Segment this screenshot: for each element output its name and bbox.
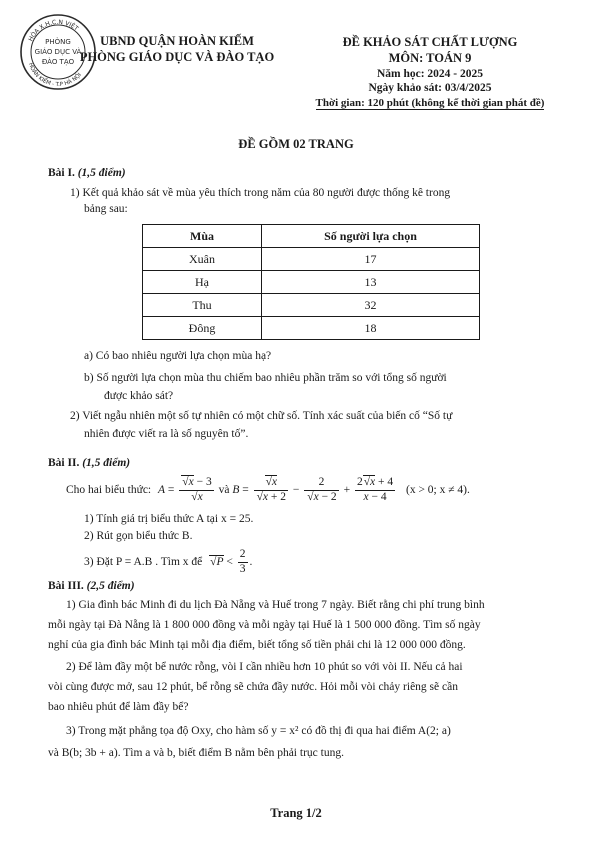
exam-subject: MÔN: TOÁN 9 <box>388 51 472 66</box>
bai1-label: Bài I. <box>48 167 75 179</box>
authority-line-2: PHÒNG GIÁO DỤC VÀ ĐÀO TẠO <box>79 49 275 64</box>
table-cell-season: Hạ <box>143 271 262 294</box>
table-cell-count: 18 <box>262 317 480 340</box>
svg-text:HÒA X.H.C.N VIỆT: HÒA X.H.C.N VIỆT <box>27 18 80 43</box>
bai1-q2-line2: nhiên được viết ra là số nguyên tố”. <box>84 428 249 440</box>
table-cell-season: Đông <box>143 317 262 340</box>
table-row <box>143 294 480 317</box>
bai3-heading <box>48 579 538 595</box>
bai3-p2-line3: bao nhiêu phút để làm đầy bể? <box>48 701 189 713</box>
table-header-season: Mùa <box>143 225 262 248</box>
page-count-title: ĐỀ GỒM 02 TRANG <box>238 137 354 151</box>
table-cell-count: 13 <box>262 271 480 294</box>
table-cell-count: 17 <box>262 248 480 271</box>
bai2-q1: 1) Tính giá trị biểu thức A tại x = 25. <box>84 513 254 525</box>
two-thirds-fraction: $\frac{2}{3}$ <box>239 548 246 575</box>
exam-date: Ngày khảo sát: 03/4/2025 <box>368 82 492 95</box>
table-cell-season: Xuân <box>143 248 262 271</box>
table-header-count: Số người lựa chọn <box>262 225 480 248</box>
exam-year: Năm học: 2024 - 2025 <box>376 67 484 80</box>
table-header-row <box>143 225 480 248</box>
bai3-p1-line3: nghỉ của gia đình bác Minh tại mỗi địa điểm, biết tổng số tiền phải chi là 12 000 000 đồng. <box>48 639 466 651</box>
svg-text:PHÒNG: PHÒNG <box>45 38 71 46</box>
table-cell-season: Thu <box>143 294 262 317</box>
expr-a-fraction: √ x − 3 √ x <box>179 476 213 505</box>
bai2-expressions: Cho hai biểu thức: A = √ x − 3 √ x và B = √ x √ x + 2 − 2 √ x − 2 + $\frac{2√ x + 4}{x - 4}$ (x > 0; x ≠ 4). <box>66 476 546 505</box>
bai3-p1-line2: mỗi ngày tại Đà Nẵng là 1 800 000 đồng và mỗi ngày tại Huế là 1 500 000 đồng. Tìm số ngày <box>48 619 481 631</box>
bai2-q2: 2) Rút gọn biểu thức B. <box>84 530 193 542</box>
bai3-label: Bài III. <box>48 580 84 592</box>
svg-text:GIÁO DỤC VÀ: GIÁO DỤC VÀ <box>34 48 82 56</box>
bai3-p2-line2: vòi cùng được mở, sau 12 phút, bể rỗng sẽ chứa đầy nước. Hỏi mỗi vòi chảy riêng sẽ cần <box>48 681 458 693</box>
bai2-q3-text: 3) Đặt P = A.B . Tìm x để <box>84 555 203 568</box>
bai2-intro: Cho hai biểu thức: <box>66 483 152 496</box>
table-row <box>143 248 480 271</box>
bai1-heading <box>48 166 538 182</box>
bai1-qa: a) Có bao nhiêu người lựa chọn mùa hạ? <box>84 350 272 362</box>
table-cell-count: 32 <box>262 294 480 317</box>
expr-b-term1: √ x √ x + 2 <box>254 476 288 505</box>
bai2-condition: (x > 0; x ≠ 4). <box>405 483 470 496</box>
bai2-heading <box>48 456 538 472</box>
table-row <box>143 317 480 340</box>
bai1-q2-line1: 2) Viết ngẫu nhiên một số tự nhiên có một chữ số. Tính xác suất của biến cố “Số tự <box>70 410 453 422</box>
issuing-authority <box>62 34 292 65</box>
exam-time: Thời gian: 120 phút (không kể thời gian phát đề) <box>315 97 545 110</box>
bai1-q1-line2: bảng sau: <box>84 203 128 215</box>
authority-line-1: UBND QUẬN HOÀN KIẾM <box>100 34 254 48</box>
svg-text:ĐÀO TẠO: ĐÀO TẠO <box>41 58 75 66</box>
bai3-p2-line1: 2) Để làm đầy một bể nước rỗng, vòi I cần nhiều hơn 10 phút so với vòi II. Nếu cả hai <box>66 661 463 673</box>
exam-title: ĐỀ KHẢO SÁT CHẤT LƯỢNG <box>342 35 518 49</box>
bai3-p3-line2: và B(b; 3b + a). Tìm a và b, biết điểm B nằm bên phải trục tung. <box>48 747 344 759</box>
bai1-q1-line1: 1) Kết quả khảo sát về mùa yêu thích trong năm của 80 người được thống kê trong <box>70 187 451 199</box>
expr-b-term2: 2 √ x − 2 <box>304 476 338 505</box>
bai3-p3-line1: 3) Trong mặt phẳng tọa độ Oxy, cho hàm số y = x² có đồ thị đi qua hai điểm A(2; a) <box>66 725 451 737</box>
bai1-qb-line2: được khảo sát? <box>104 390 174 402</box>
bai2-points: (1,5 điểm) <box>82 457 131 469</box>
bai2-and: và <box>218 483 230 496</box>
expr-b-term3: $\frac{2√ x + 4}{x - 4}$ <box>355 476 395 505</box>
bai2-q3-tail: . <box>249 555 253 568</box>
page-number: Trang 1/2 <box>270 806 322 820</box>
bai2-q3: 3) Đặt P = A.B . Tìm x để √ P < $\frac{2}{3}$ . <box>84 548 574 577</box>
bai3-points: (2,5 điểm) <box>86 580 135 592</box>
bai3-p1-line1: 1) Gia đình bác Minh đi du lịch Đà Nẵng và Huế trong 7 ngày. Biết rằng chi phí trung bình <box>66 599 485 611</box>
exam-header <box>290 34 570 111</box>
table-row <box>143 271 480 294</box>
bai1-points: (1,5 điểm) <box>77 167 126 179</box>
bai1-qb-line1: b) Số người lựa chọn mùa thu chiếm bao nhiêu phần trăm so với tổng số người <box>84 372 447 384</box>
season-survey-table <box>142 224 480 340</box>
bai2-label: Bài II. <box>48 457 80 469</box>
svg-text:HOÀN KIẾM - T.P HÀ NỘI: HOÀN KIẾM - T.P HÀ NỘI <box>26 62 83 89</box>
